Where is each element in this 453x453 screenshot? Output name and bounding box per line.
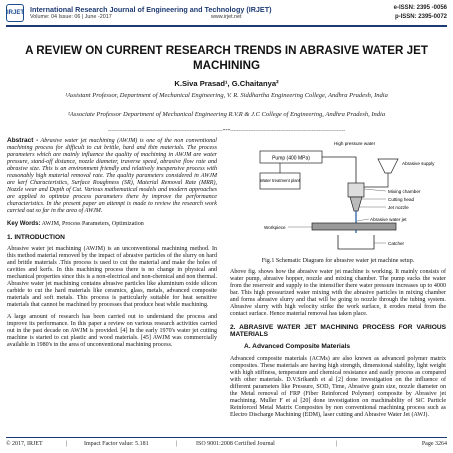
abstract-label: Abstract - <box>7 137 39 144</box>
section-heading-introduction: 1. INTRODUCTION <box>7 233 65 241</box>
cutting-head-label: Cutting head <box>388 197 415 202</box>
p-issn: p-ISSN: 2395-0072 <box>394 14 447 20</box>
high-pressure-label: High pressure water <box>334 141 376 146</box>
pump-label: Pump (400 MPa) <box>272 155 310 162</box>
paper-authors: K.Siva Prasad¹, G.Chaitanya² <box>174 79 279 88</box>
footer-separator: | <box>176 441 178 447</box>
subsection-heading-composites: A. Advanced Composite Materials <box>244 343 351 351</box>
affiliation-1: ¹Assistant Professor, Department of Mechanical Engineering, V. R. Siddhartha Engineering College, Andhra Pradesh, India <box>65 92 388 99</box>
volume-issue: Volume: 04 Issue: 06 | June -2017 <box>30 14 112 20</box>
keywords-text: AWJM, Process Parameters, Optimization <box>40 220 144 227</box>
awjm-schematic-figure <box>238 137 438 255</box>
abrasive-label: Abrasive supply <box>402 161 435 166</box>
intro-paragraph-2: A large amount of research has been carried out to understand the process and improve its performance. In this paper a review on various research activities carried out in the past decade on AWJM is provided. [4] In the early 1970's water jet cutting machine is started to cut plastic and wood materials. [45] AWJM was commercially available in 1980's in the area of unconventional machining process. <box>7 314 217 349</box>
abstract <box>7 137 217 216</box>
workpiece-label: Workpiece <box>264 225 286 230</box>
intro-paragraph-1: Abrasive water jet machining (AWJM) is an unconventional machining method. In this method material removed by the impact of abrasive particles of the slurry on hard and brittle materials .This process is used to cut the material and make the holes of cavities and kerfs. In this machining process there is no change in physical and mechanical properties since this is a non-electrical and non-chemical and non thermal. Abrasive water jet machining contains abrasive particles like aluminium oxide silicon carbide to cut the hard materials like ceramics, glass, metals, advanced composite materials and soft metals. This process is particularly suitable for heat sensitive materials that cannot be machined by processes that produce heat while machining. <box>7 245 217 308</box>
header-rule <box>6 25 447 27</box>
abrasive-feed-pipe <box>364 173 388 187</box>
section-heading-awjm-materials: 2. ABRASIVE WATER JET MACHINING PROCESS FOR VARIOUS MATERIALS <box>230 324 446 339</box>
high-pressure-pipe <box>322 157 356 183</box>
right-column <box>230 137 446 424</box>
footer-copyright: © 2017, IRJET <box>6 441 43 447</box>
figure-caption: Fig.1 Schematic Diagram for abrasive water jet machine setup. <box>261 258 415 264</box>
journal-header <box>6 4 447 24</box>
footer-rule <box>6 437 447 438</box>
water-tank-label: Water treatment plant <box>259 178 301 183</box>
footer-separator: | <box>336 441 338 447</box>
workpiece <box>312 223 396 230</box>
mixing-chamber <box>348 183 364 197</box>
left-column <box>7 137 217 354</box>
journal-name: International Research Journal of Engineering and Technology (IRJET) <box>30 5 272 14</box>
journal-logo: IRJET <box>6 4 24 22</box>
journal-url[interactable]: www.irjet.net <box>211 14 242 20</box>
footer-separator: | <box>66 441 68 447</box>
keywords <box>7 221 217 228</box>
awjm-schematic-diagram <box>238 137 438 255</box>
figure-description: Above fig. shows how the abrasive water jet machine is working. It mainly consists of water pump, abrasive hopper, nozzle and mixing chamber. The pump sucks the water from the reservoir and supply to the intensifier there water pressure increases up to 4000 bar. This high pressurized water mixing with the abrasive particles in mixing chamber and forms abrasive slurry and that will be going to nozzle through the tubing system. Abrasive slurry with high velocity strike the work surface, it erodes metal from the contact surface. Hence material removal has taken place. <box>230 269 446 318</box>
jet-label: Abrasive water jet <box>370 217 407 222</box>
abstract-text: Abrasive water jet machining (AWJM) is one of the non conventional machining process for difficult to cut brittle, hard and thin materials. The process parameters which are mainly influence the quality of machining in AWJM are water pressure, stand-off distance, nozzle diameter, traverse speed, abrasive flow rate and abrasive size. This is an environment friendly and relatively inexpensive process with reasonably high material removal rate. The quality parameters considered in AWJM are kerf Characteristics, Surface Roughness (SR), Material Removal Rate (MRR), Nozzle wear and Depth of Cut. Various mathematical models and modern approaches are applied to optimize process parameters there by improve the performance characteristics. In the present paper an attempt is made to review the research work carried out so far in the area of AWJM. <box>7 138 217 215</box>
catcher-label: Catcher <box>388 241 405 246</box>
jet-nozzle-label: Jet nozzle <box>388 205 409 210</box>
footer-iso: ISO 9001:2008 Certified Journal <box>196 441 275 447</box>
abrasive-hopper <box>378 159 398 173</box>
paper-title: A REVIEW ON CURRENT RESEARCH TRENDS IN ABRASIVE WATER JET MACHINING <box>25 44 428 72</box>
nozzle <box>350 197 362 211</box>
catcher <box>338 235 374 249</box>
separator-line: ---------------------------------------------------------------------***--------------------------------------------------------------------- <box>107 129 346 134</box>
affiliation-2: ²Associate Professor Department of Mechanical Engineering R.V.R & J.C College of Engineering, Andhra Pradesh, India <box>67 111 386 118</box>
mixing-label: Mixing chamber <box>388 189 421 194</box>
page-footer <box>6 440 447 450</box>
composites-paragraph: Advanced composite materials (ACMs) are also known as advanced polymer matrix composites. These materials are having high strength, dimensional stability, light weight with high stiffness, temperature and chemical resistance and easily process as compared with other materials. D.V.Srikanth et al [2] done investigation on the influence of different parameters like Pressure, SOD, Time, Abrasive grain size, nozzle diameter on the Metal removal of FRP (Fiber Reinforced Polymer) composite by Abrasive jet machining. Muller F et al [20] done investigation on machinability of SiC Particle Reinforced Metal Matrix Composites by non conventional machining process such as Electro Discharge Machining (EDM), laser cutting and Abrasive Water Jet (AWJ). <box>230 355 446 418</box>
keywords-label: Key Words: <box>7 220 41 227</box>
footer-impact-factor: Impact Factor value: 5.181 <box>84 441 149 447</box>
e-issn: e-ISSN: 2395 -0056 <box>393 5 447 11</box>
footer-page-number: Page 3264 <box>421 441 447 447</box>
